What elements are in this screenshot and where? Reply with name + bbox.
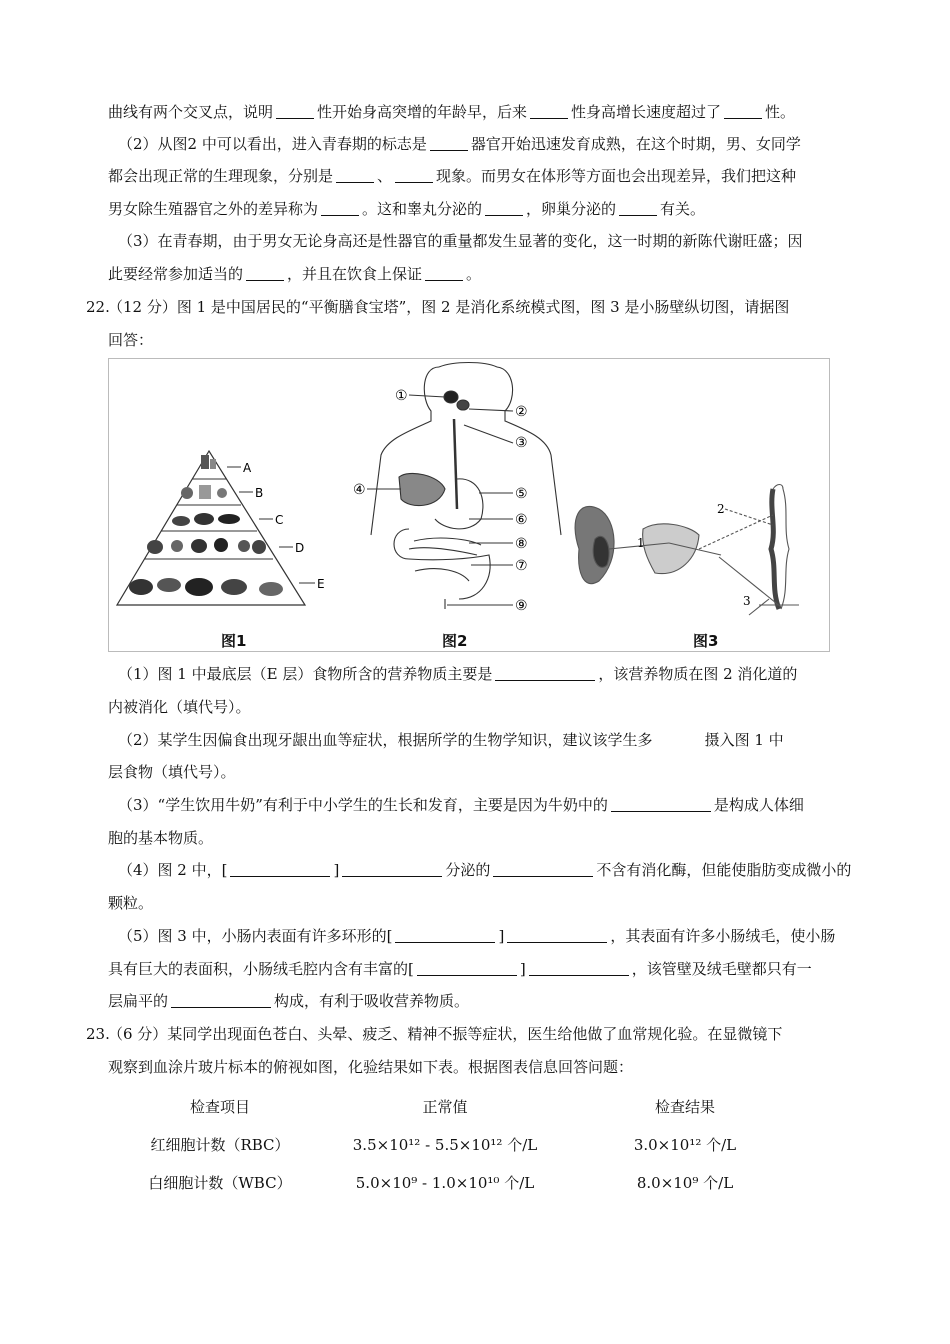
pyramid-label-a: A [243, 461, 252, 475]
digestive-label-2: ② [515, 404, 528, 420]
q21-part3-line-1: （3）在青春期，由于男女无论身高还是性器官的重量都发生显著的变化，这一时期的新陈代谢旺盛；因 [118, 232, 803, 250]
intestine-label-3: 3 [743, 594, 751, 608]
question-number-22: 22. [86, 298, 110, 316]
digestive-label-5: ⑤ [515, 486, 528, 502]
text: 具有巨大的表面积，小肠绒毛腔内含有丰富的[ [108, 960, 414, 978]
text: 现象。而男女在体形等方面也会出现差异，我们把这种 [436, 167, 797, 185]
q22-sub1-line-1 [118, 663, 880, 685]
text: 不含有消化酶，但能使脂肪变成微小的 [596, 861, 852, 879]
text: 是构成人体细 [713, 796, 804, 814]
pyramid-label-e: E [317, 577, 325, 591]
pyramid-label-c: C [275, 513, 284, 527]
question-number-23: 23. [86, 1025, 110, 1043]
header-normal: 正常值 [422, 1097, 468, 1116]
answer-blank[interactable] [485, 200, 523, 216]
text: 性。 [765, 103, 796, 121]
digestive-label-7: ⑦ [515, 558, 528, 574]
q22-sub3-line-2: 胞的基本物质。 [108, 829, 214, 847]
answer-blank[interactable] [395, 927, 495, 943]
text: 都会出现正常的生理现象，分别是 [108, 167, 334, 185]
figure-1-caption: 图1 [221, 632, 247, 650]
digestive-label-1: ① [395, 388, 408, 404]
table-header-row [120, 1087, 800, 1125]
cell-item: 白细胞计数（WBC） [148, 1173, 292, 1192]
text: （2）某学生因偏食出现牙龈出血等症状，根据所学的生物学知识，建议该学生多 [118, 731, 653, 749]
text: 构成，有利于吸收营养物质。 [274, 992, 470, 1010]
intestine-label-2: 2 [717, 502, 725, 516]
food-pyramid-figure [117, 451, 315, 605]
figure-box [108, 358, 830, 652]
answer-blank[interactable] [507, 927, 607, 943]
text: 。这和睾丸分泌的 [362, 200, 483, 218]
text: 性开始身高突增的年龄早，后来 [317, 103, 528, 121]
answer-blank[interactable] [495, 665, 595, 681]
text: ] [519, 960, 526, 978]
blood-test-table [120, 1087, 800, 1201]
text: （3）“学生饮用牛奶”有利于中小学生的生长和发育，主要是因为牛奶中的 [118, 796, 608, 814]
text: ，其表面有许多小肠绒毛，使小肠 [610, 927, 836, 945]
cell-normal: 5.0×10⁹ - 1.0×10¹⁰ 个/L [355, 1173, 535, 1192]
answer-blank[interactable] [321, 200, 359, 216]
figure-illustrations [109, 359, 829, 651]
q21-part2-line-2 [108, 165, 880, 187]
header-result: 检查结果 [654, 1097, 715, 1116]
text: （1）图 1 中最底层（E 层）食物所含的营养物质主要是 [118, 665, 493, 683]
figure-2-caption: 图2 [442, 632, 468, 650]
answer-blank[interactable] [529, 960, 629, 976]
digestive-label-3: ③ [515, 435, 528, 451]
q22-sub4-line-1 [118, 859, 880, 881]
text: ，该营养物质在图 2 消化道的 [598, 665, 798, 683]
text: （5）图 3 中，小肠内表面有许多环形的[ [118, 927, 393, 945]
cell-normal: 3.5×10¹² - 5.5×10¹² 个/L [352, 1135, 538, 1154]
digestive-label-6: ⑥ [515, 512, 528, 528]
answer-blank[interactable] [246, 265, 284, 281]
answer-blank[interactable] [430, 135, 468, 151]
text: 摄入图 1 中 [704, 731, 784, 749]
text: 。 [466, 265, 482, 283]
digestive-label-4: ④ [353, 482, 366, 498]
answer-blank[interactable] [530, 103, 568, 119]
q23-intro-1: （6 分）某同学出现面色苍白、头晕、疲乏、精神不振等症状，医生给他做了血常规化验。在显微镜下 [108, 1025, 783, 1043]
q22-sub5-line-1 [118, 925, 880, 947]
header-item: 检查项目 [189, 1097, 250, 1116]
text: ，该管壁及绒毛壁都只有一 [631, 960, 812, 978]
q21-line-1 [108, 101, 880, 123]
q22-sub4-line-2: 颗粒。 [108, 894, 154, 912]
q22-sub2-line-2: 层食物（填代号）。 [108, 763, 236, 781]
text: 性身高增长速度超过了 [571, 103, 722, 121]
answer-blank[interactable] [724, 103, 762, 119]
answer-blank[interactable] [425, 265, 463, 281]
text: ] [498, 927, 505, 945]
answer-blank[interactable] [493, 861, 593, 877]
q22-sub2-line-1 [118, 729, 880, 751]
answer-blank[interactable] [342, 861, 442, 877]
digestive-label-8: ⑧ [515, 536, 528, 552]
text: （4）图 2 中，[ [118, 861, 228, 879]
intestine-label-1: 1 [637, 536, 645, 550]
cell-item: 红细胞计数（RBC） [150, 1135, 290, 1154]
q22-sub1-line-2: 内被消化（填代号）。 [108, 698, 251, 716]
answer-blank[interactable] [619, 200, 657, 216]
text: 男女除生殖器官之外的差异称为 [108, 200, 319, 218]
q22-sub3-line-1 [118, 794, 880, 816]
text: ] [333, 861, 340, 879]
cell-result: 3.0×10¹² 个/L [633, 1135, 737, 1154]
text: ，并且在饮食上保证 [287, 265, 423, 283]
pyramid-label-b: B [255, 486, 264, 500]
text: 器官开始迅速发育成熟，在这个时期，男、女同学 [470, 135, 801, 153]
answer-blank[interactable] [611, 796, 711, 812]
answer-blank[interactable] [395, 167, 433, 183]
q22-intro-2: 回答： [108, 331, 154, 349]
text: 曲线有两个交叉点，说明 [108, 103, 274, 121]
q21-part2-line-3 [108, 198, 880, 220]
text: （2）从图2 中可以看出，进入青春期的标志是 [118, 135, 427, 153]
answer-blank[interactable] [276, 103, 314, 119]
small-intestine-figure [575, 485, 799, 616]
text: ，卵巢分泌的 [526, 200, 617, 218]
pyramid-label-d: D [295, 541, 305, 555]
answer-blank[interactable] [417, 960, 517, 976]
q21-part3-line-2 [108, 263, 880, 285]
q23-intro-2: 观察到血涂片玻片标本的俯视如图，化验结果如下表。根据图表信息回答问题： [108, 1058, 634, 1076]
cell-result: 8.0×10⁹ 个/L [636, 1173, 734, 1192]
q22-intro-1: （12 分）图 1 是中国居民的“平衡膳食宝塔”，图 2 是消化系统模式图，图 3 是小肠壁纵切图，请据图 [108, 298, 790, 316]
table-row [120, 1163, 800, 1201]
text: 层扁平的 [108, 992, 169, 1010]
answer-blank[interactable] [171, 992, 271, 1008]
figure-3-caption: 图3 [693, 632, 719, 650]
q22-sub5-line-3 [108, 990, 880, 1012]
text: 、 [377, 167, 393, 185]
text: 分泌的 [445, 861, 491, 879]
answer-blank[interactable] [336, 167, 374, 183]
text: 有关。 [660, 200, 706, 218]
digestive-label-9: ⑨ [515, 598, 528, 614]
table-row [120, 1125, 800, 1163]
q21-part2-line-1 [118, 133, 880, 155]
q22-sub5-line-2 [108, 958, 880, 980]
answer-blank[interactable] [230, 861, 330, 877]
text: 此要经常参加适当的 [108, 265, 244, 283]
